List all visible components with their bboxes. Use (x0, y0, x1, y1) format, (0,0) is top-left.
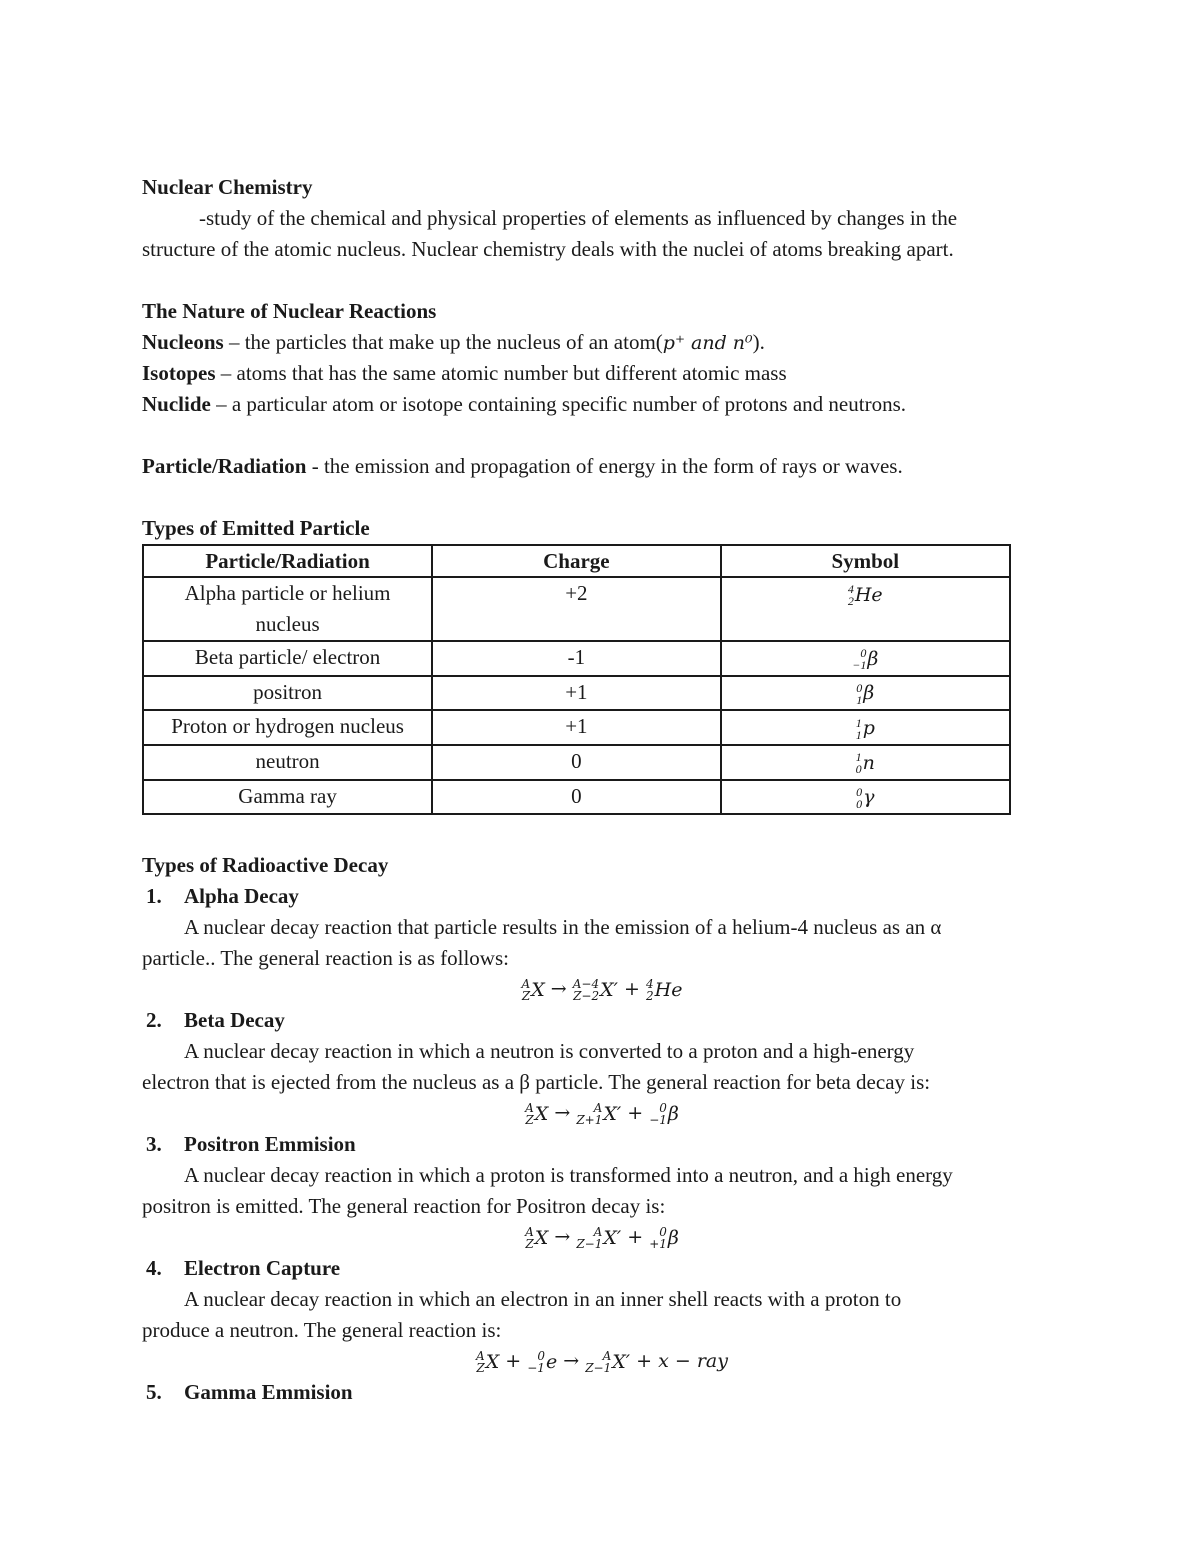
positron-equation: A Z X → A Z−1 X′ + 0 +1 β (525, 1225, 679, 1252)
capture-desc-1: A nuclear decay reaction in which an electron in an inner shell reacts with a proton to (184, 1287, 902, 1312)
decay-item-beta: 2. Beta Decay (146, 1008, 285, 1033)
particle-name: Alpha particle or helium nucleus (143, 577, 432, 641)
decay-item-alpha: 1. Alpha Decay (146, 884, 299, 909)
capture-equation: A Z X + 0 −1 e → A Z−1 X′ + x − ray (476, 1349, 728, 1376)
nucleons-math: p⁺ and n⁰ (662, 332, 753, 354)
radiation-term: Particle/Radiation (142, 454, 307, 478)
decay-heading: Types of Radioactive Decay (142, 853, 389, 878)
nuclide-term: Nuclide (142, 392, 211, 416)
particle-charge: +2 (432, 577, 720, 641)
table-row (143, 577, 1010, 641)
decay-item-positron: 3. Positron Emmision (146, 1132, 356, 1157)
header-symbol: Symbol (721, 545, 1010, 577)
particle-name: Proton or hydrogen nucleus (143, 710, 432, 745)
radiation-text: - the emission and propagation of energy in the form of rays or waves. (306, 454, 903, 478)
table-header-row (143, 545, 1010, 577)
nucleons-close: ). (752, 330, 765, 354)
beta-equation: A Z X → A Z+1 X′ + 0 −1 β (525, 1101, 679, 1128)
particle-charge: +1 (432, 676, 720, 711)
table-row (143, 745, 1010, 780)
particle-name: Gamma ray (143, 780, 432, 815)
particle-charge: 0 (432, 780, 720, 815)
positron-desc-1: A nuclear decay reaction in which a proton is transformed into a neutron, and a high energy (184, 1163, 953, 1188)
nucleons-text: – the particles that make up the nucleus of an atom( (223, 330, 663, 354)
capture-desc-2: produce a neutron. The general reaction is: (142, 1318, 502, 1343)
header-charge: Charge (432, 545, 720, 577)
radiation-definition (142, 451, 1062, 482)
particle-symbol: 1 1 p (721, 710, 1010, 745)
nuclide-text: – a particular atom or isotope containing specific number of protons and neutrons. (210, 392, 906, 416)
beta-desc-1: A nuclear decay reaction in which a neutron is converted to a proton and a high-energy (184, 1039, 915, 1064)
nucleons-definition (142, 327, 1062, 358)
particle-symbol: 0 0 γ (721, 780, 1010, 815)
table-row (143, 676, 1010, 711)
particle-name: positron (143, 676, 432, 711)
isotopes-text: – atoms that has the same atomic number but different atomic mass (215, 361, 787, 385)
isotopes-definition (142, 358, 1062, 389)
positron-desc-2: positron is emitted. The general reaction for Positron decay is: (142, 1194, 666, 1219)
particle-name: neutron (143, 745, 432, 780)
decay-item-gamma: 5. Gamma Emmision (146, 1380, 353, 1405)
definition-line-1: -study of the chemical and physical properties of elements as influenced by changes in the (199, 206, 958, 230)
particle-symbol: 0 −1 β (721, 641, 1010, 676)
table-heading: Types of Emitted Particle (142, 516, 370, 540)
isotopes-term: Isotopes (142, 361, 216, 385)
document-page (142, 172, 1062, 1408)
particle-symbol: 1 0 n (721, 745, 1010, 780)
table-row (143, 641, 1010, 676)
alpha-desc-2: particle.. The general reaction is as follows: (142, 946, 509, 971)
particle-charge: -1 (432, 641, 720, 676)
decay-item-electron-capture: 4. Electron Capture (146, 1256, 341, 1281)
particle-symbol: 0 1 β (721, 676, 1010, 711)
definition-line-2: structure of the atomic nucleus. Nuclear chemistry deals with the nuclei of atoms breaking apart. (142, 237, 954, 261)
particle-symbol: 4 2 He (721, 577, 1010, 641)
emitted-particle-table (142, 544, 1011, 815)
alpha-equation: A Z X → A−4 Z−2 X′ + 4 2 He (521, 977, 683, 1004)
header-particle: Particle/Radiation (143, 545, 432, 577)
particle-name: Beta particle/ electron (143, 641, 432, 676)
particle-charge: +1 (432, 710, 720, 745)
nuclide-definition (142, 389, 1062, 420)
document-title: Nuclear Chemistry (142, 175, 313, 199)
alpha-desc-1: A nuclear decay reaction that particle results in the emission of a helium-4 nucleus as an α (184, 915, 942, 940)
nucleons-term: Nucleons (142, 330, 224, 354)
beta-desc-2: electron that is ejected from the nucleus as a β particle. The general reaction for beta decay is: (142, 1070, 931, 1095)
nature-heading: The Nature of Nuclear Reactions (142, 299, 437, 323)
table-row (143, 780, 1010, 815)
table-row (143, 710, 1010, 745)
particle-charge: 0 (432, 745, 720, 780)
